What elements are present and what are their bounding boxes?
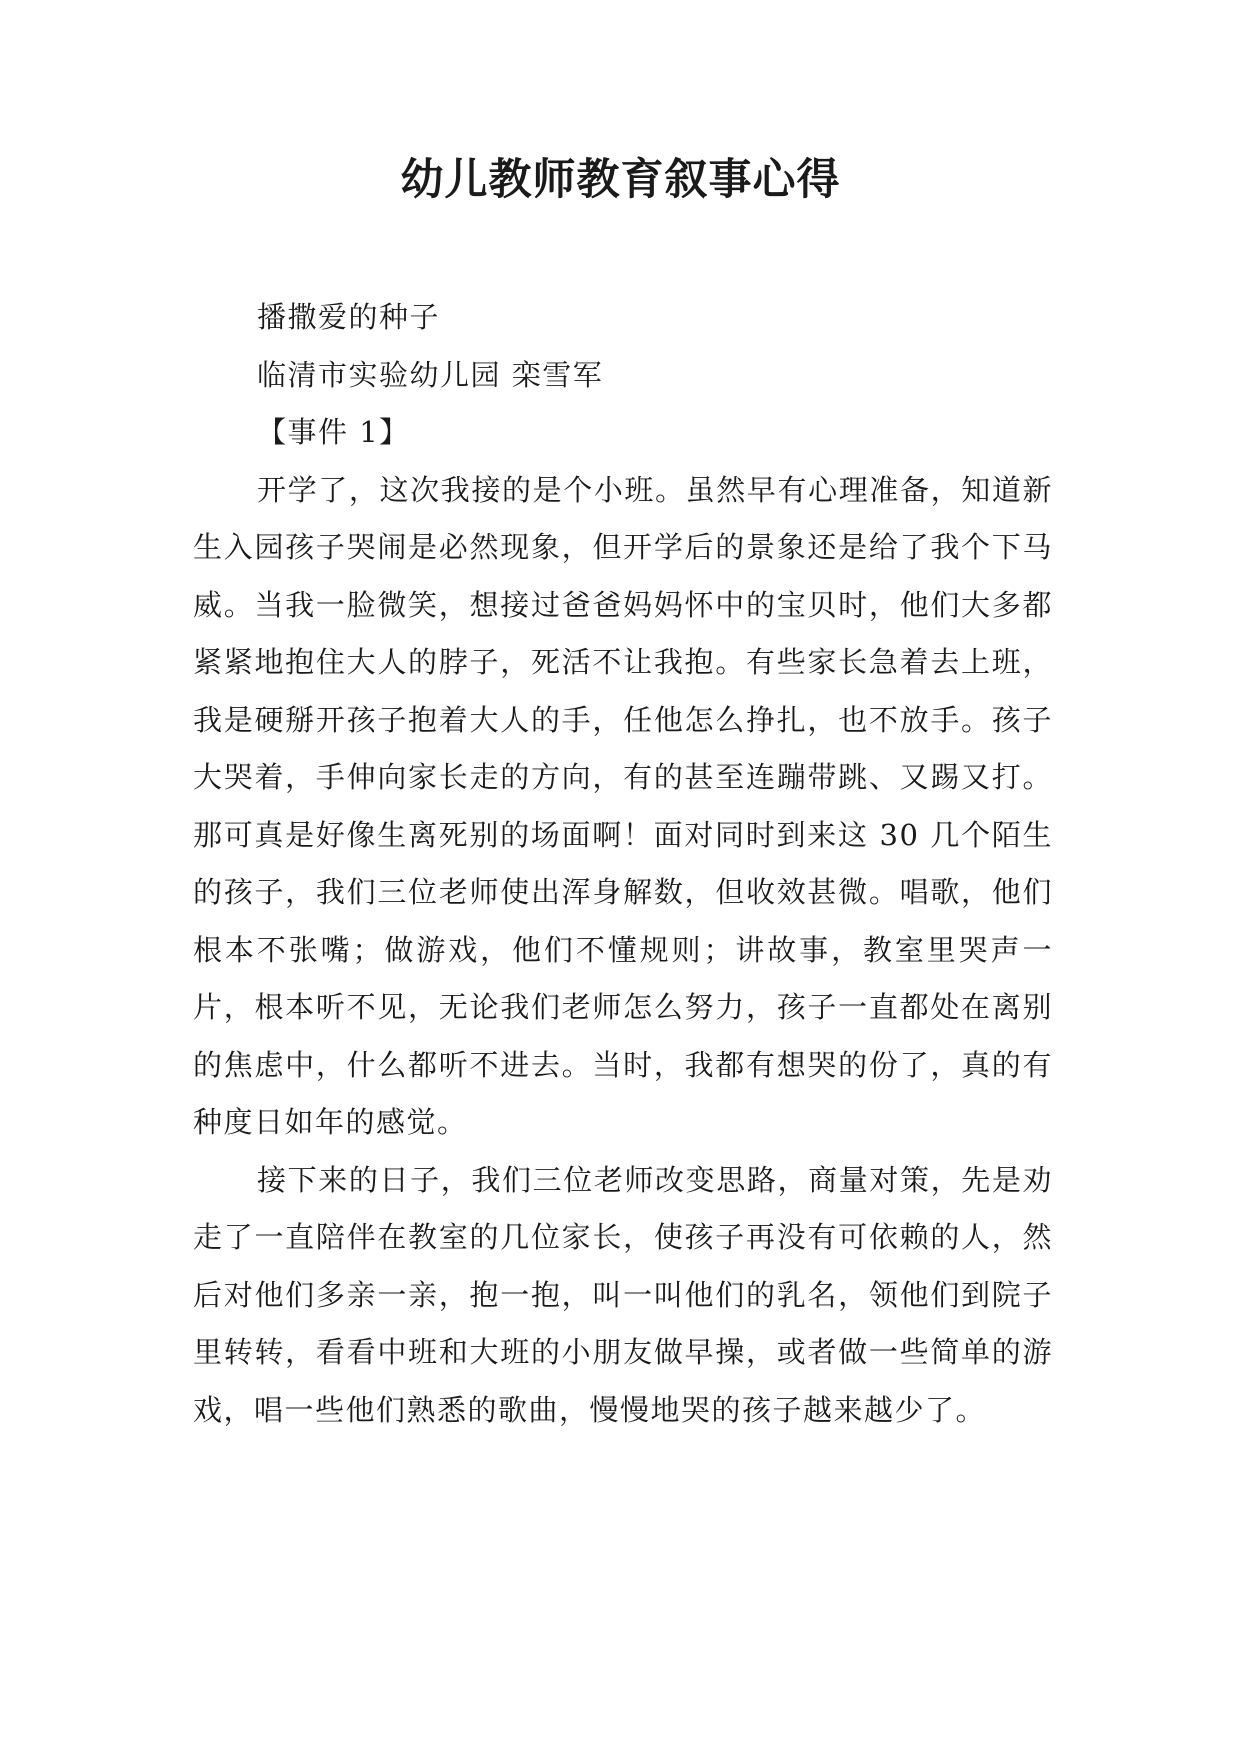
paragraph: 开学了，这次我接的是个小班。虽然早有心理准备，知道新生入园孩子哭闹是必然现象，但开学后的景象还是给了我个下马威。当我一脸微笑，想接过爸爸妈妈怀中的宝贝时，他们大多都紧紧地抱住大人的脖子，死活不让我抱。有些家长急着去上班，我是硬掰开孩子抱着大人的手，任他怎么挣扎，也不放手。孩子大哭着，手伸向家长走的方向，有的甚至连蹦带跳、又踢又打。那可真是好像生离死别的场面啊！面对同时到来这 30 几个陌生的孩子，我们三位老师使出浑身解数，但收效甚微。唱歌，他们根本不张嘴；做游戏，他们不懂规则；讲故事，教室里哭声一片，根本听不见，无论我们老师怎么努力，孩子一直都处在离别的焦虑中，什么都听不进去。当时，我都有想哭的份了，真的有种度日如年的感觉。 xyxy=(193,472,1053,1139)
subtitle: 播撒爱的种子 xyxy=(257,300,441,334)
document-title: 幼儿教师教育叙事心得 xyxy=(400,155,841,205)
author-line: 临清市实验幼儿园 栾雪军 xyxy=(257,357,604,392)
event-label: 【事件 1】 xyxy=(257,415,410,449)
paragraph: 接下来的日子，我们三位老师改变思路，商量对策，先是劝走了一直陪伴在教室的几位家长，使孩子再没有可依赖的人，然后对他们多亲一亲，抱一抱，叫一叫他们的乳名，领他们到院子里转转，看看中班和大班的小朋友做早操，或者做一些简单的游戏，唱一些他们熟悉的歌曲，慢慢地哭的孩子越来越少了。 xyxy=(193,1162,1053,1427)
document-body xyxy=(193,289,1053,1439)
